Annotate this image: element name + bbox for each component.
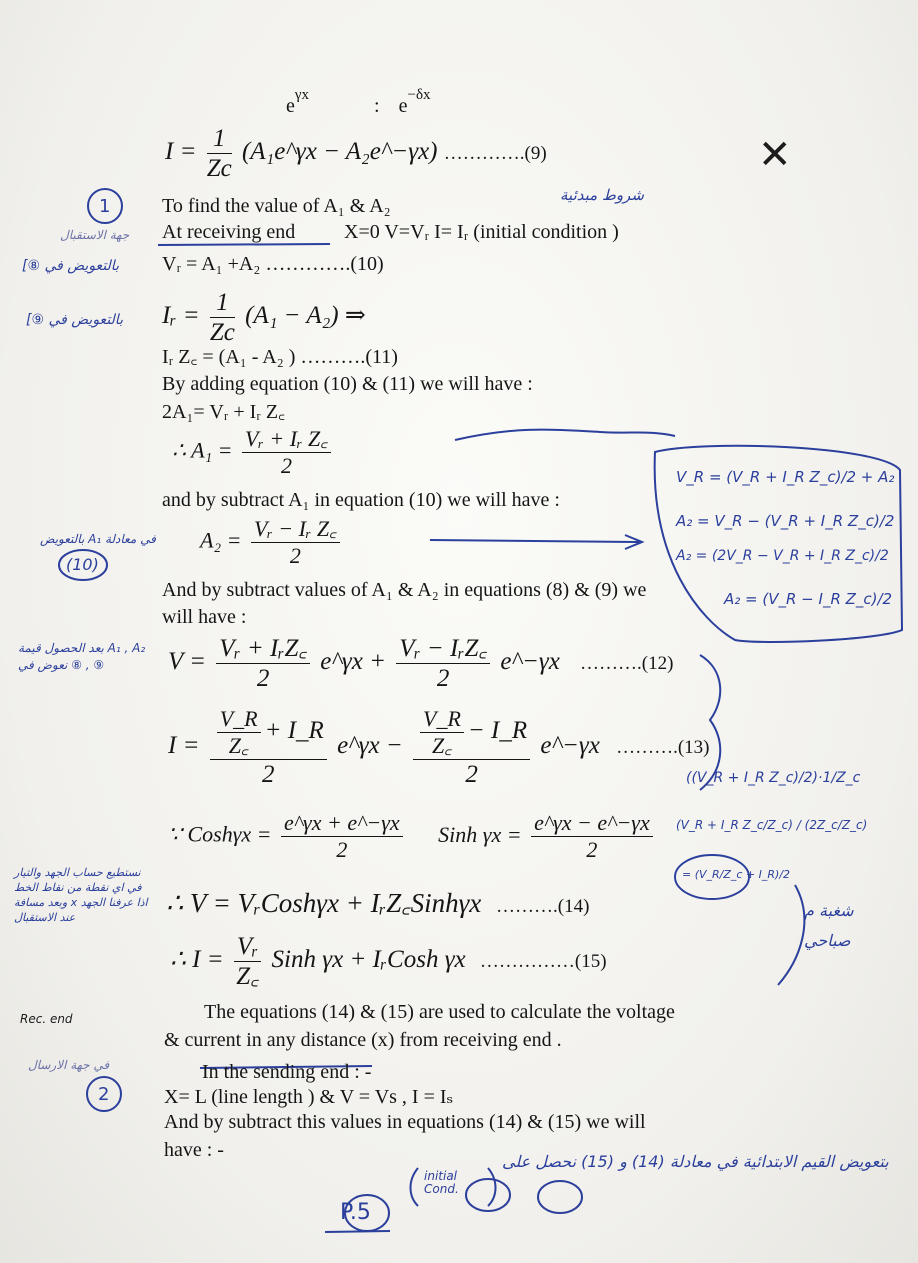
find-a1-a2-text: To find the value of A₁ & A₂ bbox=[162, 195, 391, 217]
right-box-line-1: V_R = (V_R + I_R Z_c)/2 + A₂ bbox=[676, 468, 895, 486]
page-underline bbox=[325, 1231, 390, 1232]
bracket-8-note: [⑧ بالتعويض في bbox=[22, 258, 119, 274]
page-number: P.5 bbox=[340, 1200, 371, 1225]
x-mark: ✕ bbox=[758, 132, 792, 178]
arabic-initial-conditions: شروط مبدئية bbox=[560, 186, 644, 204]
bottom-arabic-note: بتعويض القيم الابتدائية في معادلة (14) و (15) نحصل على bbox=[502, 1152, 889, 1171]
squiggle-stroke bbox=[455, 430, 675, 440]
subtract-this-text-1: And by subtract this values in equations (14) & (15) we will bbox=[164, 1111, 646, 1133]
equation-10: Vᵣ = A₁ +A₂ ………….(10) bbox=[162, 253, 384, 275]
arabic-sending-note: في جهة الارسال bbox=[28, 1058, 110, 1072]
equation-13: I = $\frac{V\_R}{Z꜀}$ + I_R 2 e^γx − $\frac{V\_R}{Z꜀}$ − I_R 2 e^−γx ……….(13) bbox=[168, 706, 710, 788]
subtract-a1-text: and by subtract A₁ in equation (10) we will have : bbox=[162, 489, 560, 511]
note-after-a1-a2: بعد الحصول قيمة A₁ , A₂ نعوض في ⑧ , ⑨ bbox=[18, 641, 146, 672]
circle-14-bottom bbox=[538, 1181, 582, 1213]
subtract-this-text-2: have : - bbox=[164, 1139, 224, 1161]
cosh-sinh-definitions: ∵ Coshγx = $\frac{e\^{}\gamma x + e\^{}-\gamma x}{2}$ Sinh γx = $\frac{e\^{}\gamma x - e\^{}-\gamma x}{2}$ bbox=[168, 812, 657, 861]
subtract-values-text-2: will have : bbox=[162, 606, 247, 628]
right-box-line-4: A₂ = (V_R − I_R Z_c)/2 bbox=[724, 590, 893, 608]
receiving-end-conditions: X=0 V=Vᵣ I= Iᵣ (initial condition ) bbox=[344, 221, 619, 243]
note-10: (10) bbox=[66, 555, 99, 574]
right-note-words: شغبة م صباحي bbox=[804, 901, 854, 951]
a2-equation: A₂ = $\frac{\text{Vᵣ − Iᵣ Z꜀}}{2}$ bbox=[200, 518, 344, 567]
sending-end-conditions: X= L (line length ) & V = Vs , I = Iₛ bbox=[164, 1086, 454, 1108]
equation-12: V = $\frac{\text{Vᵣ + IᵣZ꜀}}{2}$ e^γx + $\frac{\text{Vᵣ − IᵣZ꜀}}{2}$ e^−γx ……….(12) bbox=[168, 635, 674, 692]
used-text-2: & current in any distance (x) from receiving end . bbox=[164, 1029, 562, 1051]
bracket-9-note: [⑨ بالتعويض في bbox=[26, 312, 123, 328]
equation-11: Iᵣ Z꜀ = (A₁ - A₂ ) ……….(11) bbox=[162, 346, 398, 368]
subtract-values-text-1: And by subtract values of A₁ & A₂ in equations (8) & (9) we bbox=[162, 579, 647, 601]
ir-equation: Iᵣ = $\frac{1}{Zc}$ (A₁ − A₂) ⇒ bbox=[162, 289, 366, 346]
equation-15: ∴ I = $\frac{\text{Vᵣ}}{Z꜀}$ Sinh γx + IᵣCosh γx ……………(15) bbox=[170, 933, 607, 990]
sending-end-heading: In the sending end : - bbox=[202, 1061, 372, 1083]
note-rec-end: Rec. end bbox=[20, 1012, 73, 1026]
receiving-end-heading: At receiving end bbox=[162, 221, 296, 243]
arrow-line bbox=[430, 535, 642, 549]
top-note: $e^{\gamma x}$ : $e^{-\delta x}$ bbox=[286, 87, 431, 117]
right-box-line-2: A₂ = V_R − (V_R + I_R Z_c)/2 bbox=[676, 512, 895, 530]
receiving-underline bbox=[158, 244, 330, 245]
brace-14-15 bbox=[778, 885, 804, 985]
right-note-13b: (V_R + I_R Z_c/Z_c) / (2Z_c/Z_c) bbox=[676, 818, 868, 832]
a1-equation: ∴ A₁ = $\frac{\text{Vᵣ + Iᵣ Z꜀}}{2}$ bbox=[172, 428, 335, 477]
initial-cond-note: initial Cond. bbox=[424, 1169, 459, 1197]
right-note-13c: = (V_R/Z_c + I_R)/2 bbox=[682, 868, 791, 881]
arabic-receiving-note: جهة الاستقبال bbox=[60, 228, 130, 242]
right-box-line-3: A₂ = (2V_R − V_R + I_R Z_c)/2 bbox=[676, 548, 889, 564]
note-voltage-current: نستطيع حساب الجهد والتيار في اي نقطة من نقاط الخط وبعد مسافة x اذا عرفنا الجهد عند الاستقبال bbox=[14, 866, 148, 924]
circle-1-label: 1 bbox=[99, 196, 111, 217]
equation-14: ∴ V = VᵣCoshγx + IᵣZ꜀Sinhγx ……….(14) bbox=[166, 888, 590, 918]
substitute-a1-note: بالتعويض A₁ في معادلة bbox=[40, 532, 156, 546]
right-note-13: ((V_R + I_R Z_c)/2)·1/Z_c bbox=[686, 770, 861, 786]
used-text-1: The equations (14) & (15) are used to calculate the voltage bbox=[204, 1001, 675, 1023]
circle-2-label: 2 bbox=[98, 1084, 110, 1105]
adding-text: By adding equation (10) & (11) we will have : bbox=[162, 373, 533, 395]
two-a1-equation: 2A₁= Vᵣ + Iᵣ Z꜀ bbox=[162, 401, 286, 423]
equation-9: I = $\frac{1}{Zc}$ (A₁e^γx − A₂e^−γx) ………….(9) bbox=[165, 125, 547, 182]
